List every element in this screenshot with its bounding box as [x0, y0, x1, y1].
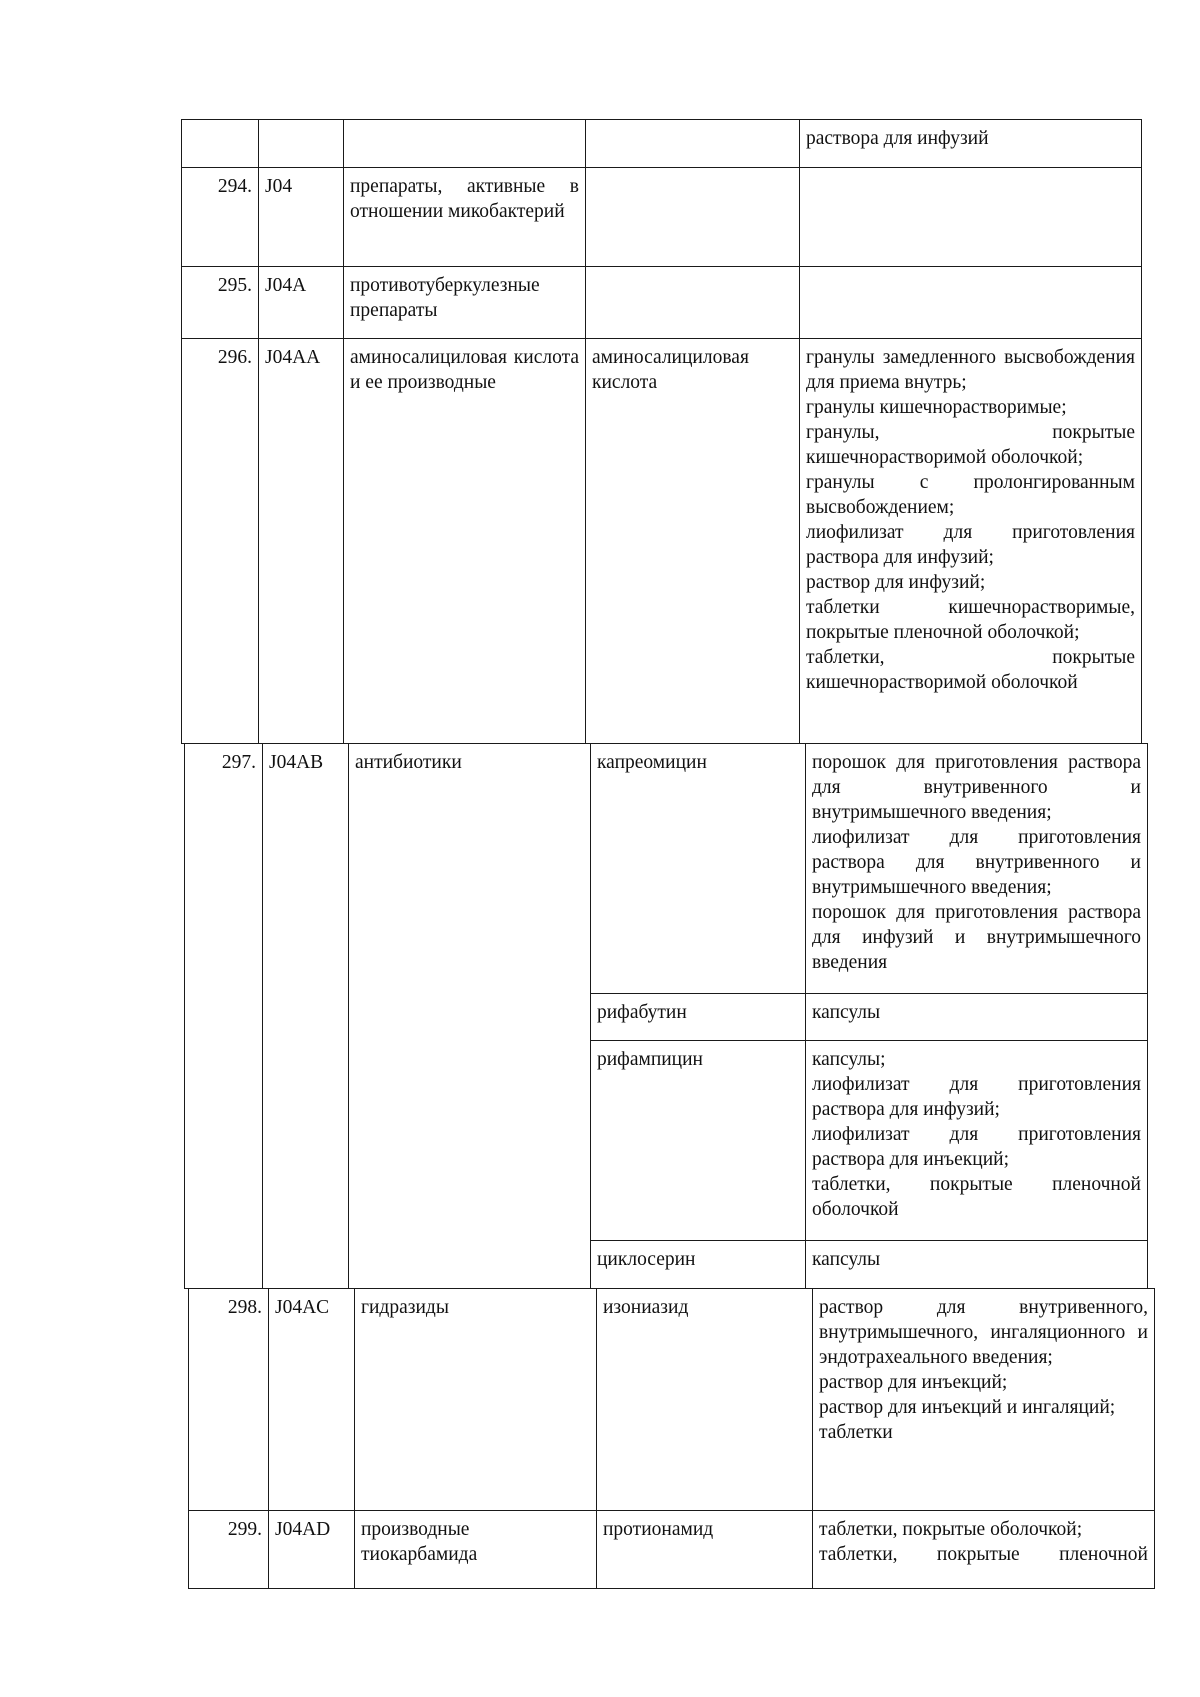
atc-group: аминосалициловая кислота и ее производные [344, 339, 586, 744]
atc-group: противотуберкулезные препараты [344, 267, 586, 339]
atc-code: J04AA [259, 339, 344, 744]
row-number: 297. [185, 744, 263, 1289]
table-row [182, 267, 1142, 339]
drug-name [586, 267, 800, 339]
drug-name: изониазид [597, 1289, 813, 1511]
drug-name: циклосерин [591, 1241, 806, 1289]
dosage-form-line: капсулы [812, 1002, 881, 1023]
atc-code: J04AD [269, 1511, 355, 1589]
dosage-form-line: раствор для инъекций и ингаляций; [819, 1397, 1116, 1418]
dosage-form-line: таблетки, покрытые оболочкой; [819, 1519, 1083, 1540]
table-row [185, 744, 1148, 994]
atc-code [259, 120, 344, 168]
dosage-form-line: гранулы, покрытые кишечнорастворимой оболочкой; [806, 422, 1135, 468]
dosage-form-line: лиофилизат для приготовления раствора для инъекций; [812, 1124, 1141, 1170]
dosage-form-line: таблетки, покрытые пленочной оболочкой [812, 1174, 1141, 1220]
table-row [182, 120, 1142, 168]
dosage-form-line: раствор для инъекций; [819, 1372, 1008, 1393]
drug-name: капреомицин [591, 744, 806, 994]
drug-table-part-2 [184, 743, 1148, 1289]
row-number: 298. [189, 1289, 269, 1511]
row-number: 296. [182, 339, 259, 744]
dosage-form-line: лиофилизат для приготовления раствора для инфузий; [806, 522, 1135, 568]
dosage-forms [806, 744, 1148, 994]
drug-name: рифабутин [591, 994, 806, 1041]
dosage-form-line: раствор для внутривенного, внутримышечного, ингаляционного и эндотрахеального введения; [819, 1297, 1148, 1368]
dosage-forms [800, 168, 1142, 267]
drug-name: аминосалициловая кислота [586, 339, 800, 744]
drug-name: рифампицин [591, 1041, 806, 1241]
dosage-form-line: лиофилизат для приготовления раствора для внутривенного и внутримышечного введения; [812, 827, 1141, 898]
drug-name [586, 168, 800, 267]
atc-group: производные тиокарбамида [355, 1511, 597, 1589]
dosage-form-line: таблетки кишечнорастворимые, покрытые пленочной оболочкой; [806, 597, 1135, 643]
atc-group [344, 120, 586, 168]
dosage-forms [813, 1511, 1155, 1589]
dosage-form-line: капсулы; [812, 1049, 886, 1070]
dosage-forms [800, 339, 1142, 744]
row-number: 294. [182, 168, 259, 267]
dosage-forms [813, 1289, 1155, 1511]
atc-group: препараты, активные в отношении микобактерий [344, 168, 586, 267]
dosage-form-line: гранулы кишечнорастворимые; [806, 397, 1067, 418]
row-number: 295. [182, 267, 259, 339]
atc-code: J04A [259, 267, 344, 339]
drug-table-part-1 [181, 119, 1142, 744]
dosage-forms [806, 994, 1148, 1041]
drug-name: протионамид [597, 1511, 813, 1589]
atc-group: гидразиды [355, 1289, 597, 1511]
dosage-form-line: таблетки, покрытые пленочной [819, 1544, 1148, 1565]
dosage-forms [800, 120, 1142, 168]
dosage-form-line: капсулы [812, 1249, 881, 1270]
table-row [189, 1289, 1155, 1511]
dosage-form-line: гранулы замедленного высвобождения для приема внутрь; [806, 347, 1135, 393]
row-number: 299. [189, 1511, 269, 1589]
dosage-form-line: таблетки [819, 1422, 893, 1443]
dosage-form-line: раствор для инфузий; [806, 572, 986, 593]
table-row [189, 1511, 1155, 1589]
table-row [182, 168, 1142, 267]
drug-name [586, 120, 800, 168]
dosage-form-line: таблетки, покрытые кишечнорастворимой оболочкой [806, 647, 1135, 693]
dosage-form-line: порошок для приготовления раствора для инфузий и внутримышечного введения [812, 902, 1141, 973]
row-number [182, 120, 259, 168]
dosage-forms [806, 1241, 1148, 1289]
dosage-form-line: раствора для инфузий [806, 128, 989, 149]
dosage-forms [800, 267, 1142, 339]
drug-table-part-3 [188, 1288, 1155, 1589]
dosage-form-line: гранулы с пролонгированным высвобождением; [806, 472, 1135, 518]
atc-group: антибиотики [349, 744, 591, 1289]
dosage-form-line: порошок для приготовления раствора для внутривенного и внутримышечного введения; [812, 752, 1141, 823]
dosage-form-line: лиофилизат для приготовления раствора для инфузий; [812, 1074, 1141, 1120]
atc-code: J04 [259, 168, 344, 267]
table-row [182, 339, 1142, 744]
dosage-forms [806, 1041, 1148, 1241]
atc-code: J04AC [269, 1289, 355, 1511]
atc-code: J04AB [263, 744, 349, 1289]
